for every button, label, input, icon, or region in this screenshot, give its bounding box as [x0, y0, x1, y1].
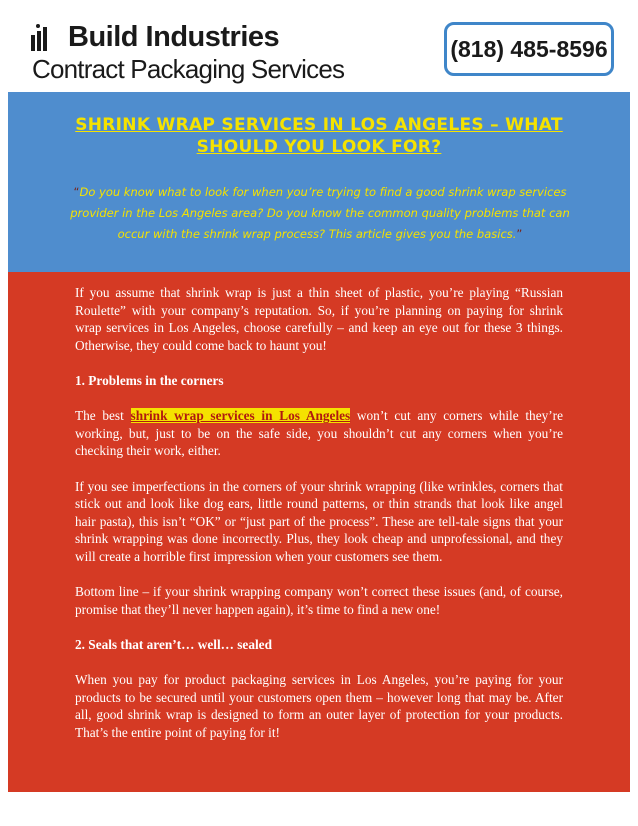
paragraph-best-services-start: The best — [75, 408, 131, 424]
intro-text: Do you know what to look for when you’re trying to find a good shrink wrap services provider in the Los Angeles area? Do you know the common quality problems that can occur with the shrink wrap process? This article gives you the basics. — [70, 185, 570, 241]
heading-problems-in-corners: 1. Problems in the corners — [75, 372, 224, 388]
company-logo — [30, 20, 360, 88]
intro-open-quote: “ — [73, 185, 80, 199]
building-bars-icon — [30, 23, 66, 51]
paragraph-product-packaging: When you pay for product packaging services in Los Angeles, you’re paying for your products to be secured until your customers open them – however long that may be. After all, good shrink wrap is designed to form an outer layer of protection for your products. That’s the entire point of paying for it! — [75, 672, 563, 740]
heading-seals: 2. Seals that aren’t… well… sealed — [75, 636, 272, 652]
page-title-text: SHRINK WRAP SERVICES IN LOS ANGELES – WHAT SHOULD YOU LOOK FOR — [75, 115, 563, 157]
intro-close-quote: ” — [516, 227, 523, 241]
paragraph-best-services-end: won’t cut any corners while they’re working, but, just to be on the safe side, you shouldn’t cut any corners when you’re checking their work, either. — [75, 408, 563, 459]
logo-tagline: Contract Packaging Services — [32, 54, 345, 84]
paragraph-intro: If you assume that shrink wrap is just a thin sheet of plastic, you’re playing “Russian Roulette” with your company’s reputation. So, if you’re planning on paying for shrink wrap services in Los Angeles, choose carefully – and keep an eye out for these 3 things. Otherwise, they could come back to haunt you! — [75, 285, 563, 353]
intro-quote — [70, 182, 570, 245]
logo-name: Build Industries — [68, 20, 280, 53]
page-title-qmark: ? — [431, 137, 442, 157]
article-body — [75, 284, 563, 759]
shrink-wrap-services-link[interactable]: shrink wrap services in Los Angeles — [130, 408, 351, 424]
page-title — [40, 114, 598, 158]
paragraph-imperfections: If you see imperfections in the corners of your shrink wrapping (like wrinkles, corners that stick out and look like dog ears, little round patterns, or thin strands that look like angel hair pasta), this isn’t “OK” or “just part of the process”. These are tell-tale signs that your shrink wrapping was done incorrectly. Plus, they look cheap and unprofessional, and they will create a horrible first impression when your customers see them. — [75, 478, 563, 564]
phone-number[interactable]: (818) 485-8596 — [444, 22, 614, 76]
paragraph-bottom-line: Bottom line – if your shrink wrapping company won’t correct these issues (and, of course, promise that they’ll never happen again), it’s time to find a new one! — [75, 584, 563, 617]
paragraph-best-services — [75, 407, 563, 460]
